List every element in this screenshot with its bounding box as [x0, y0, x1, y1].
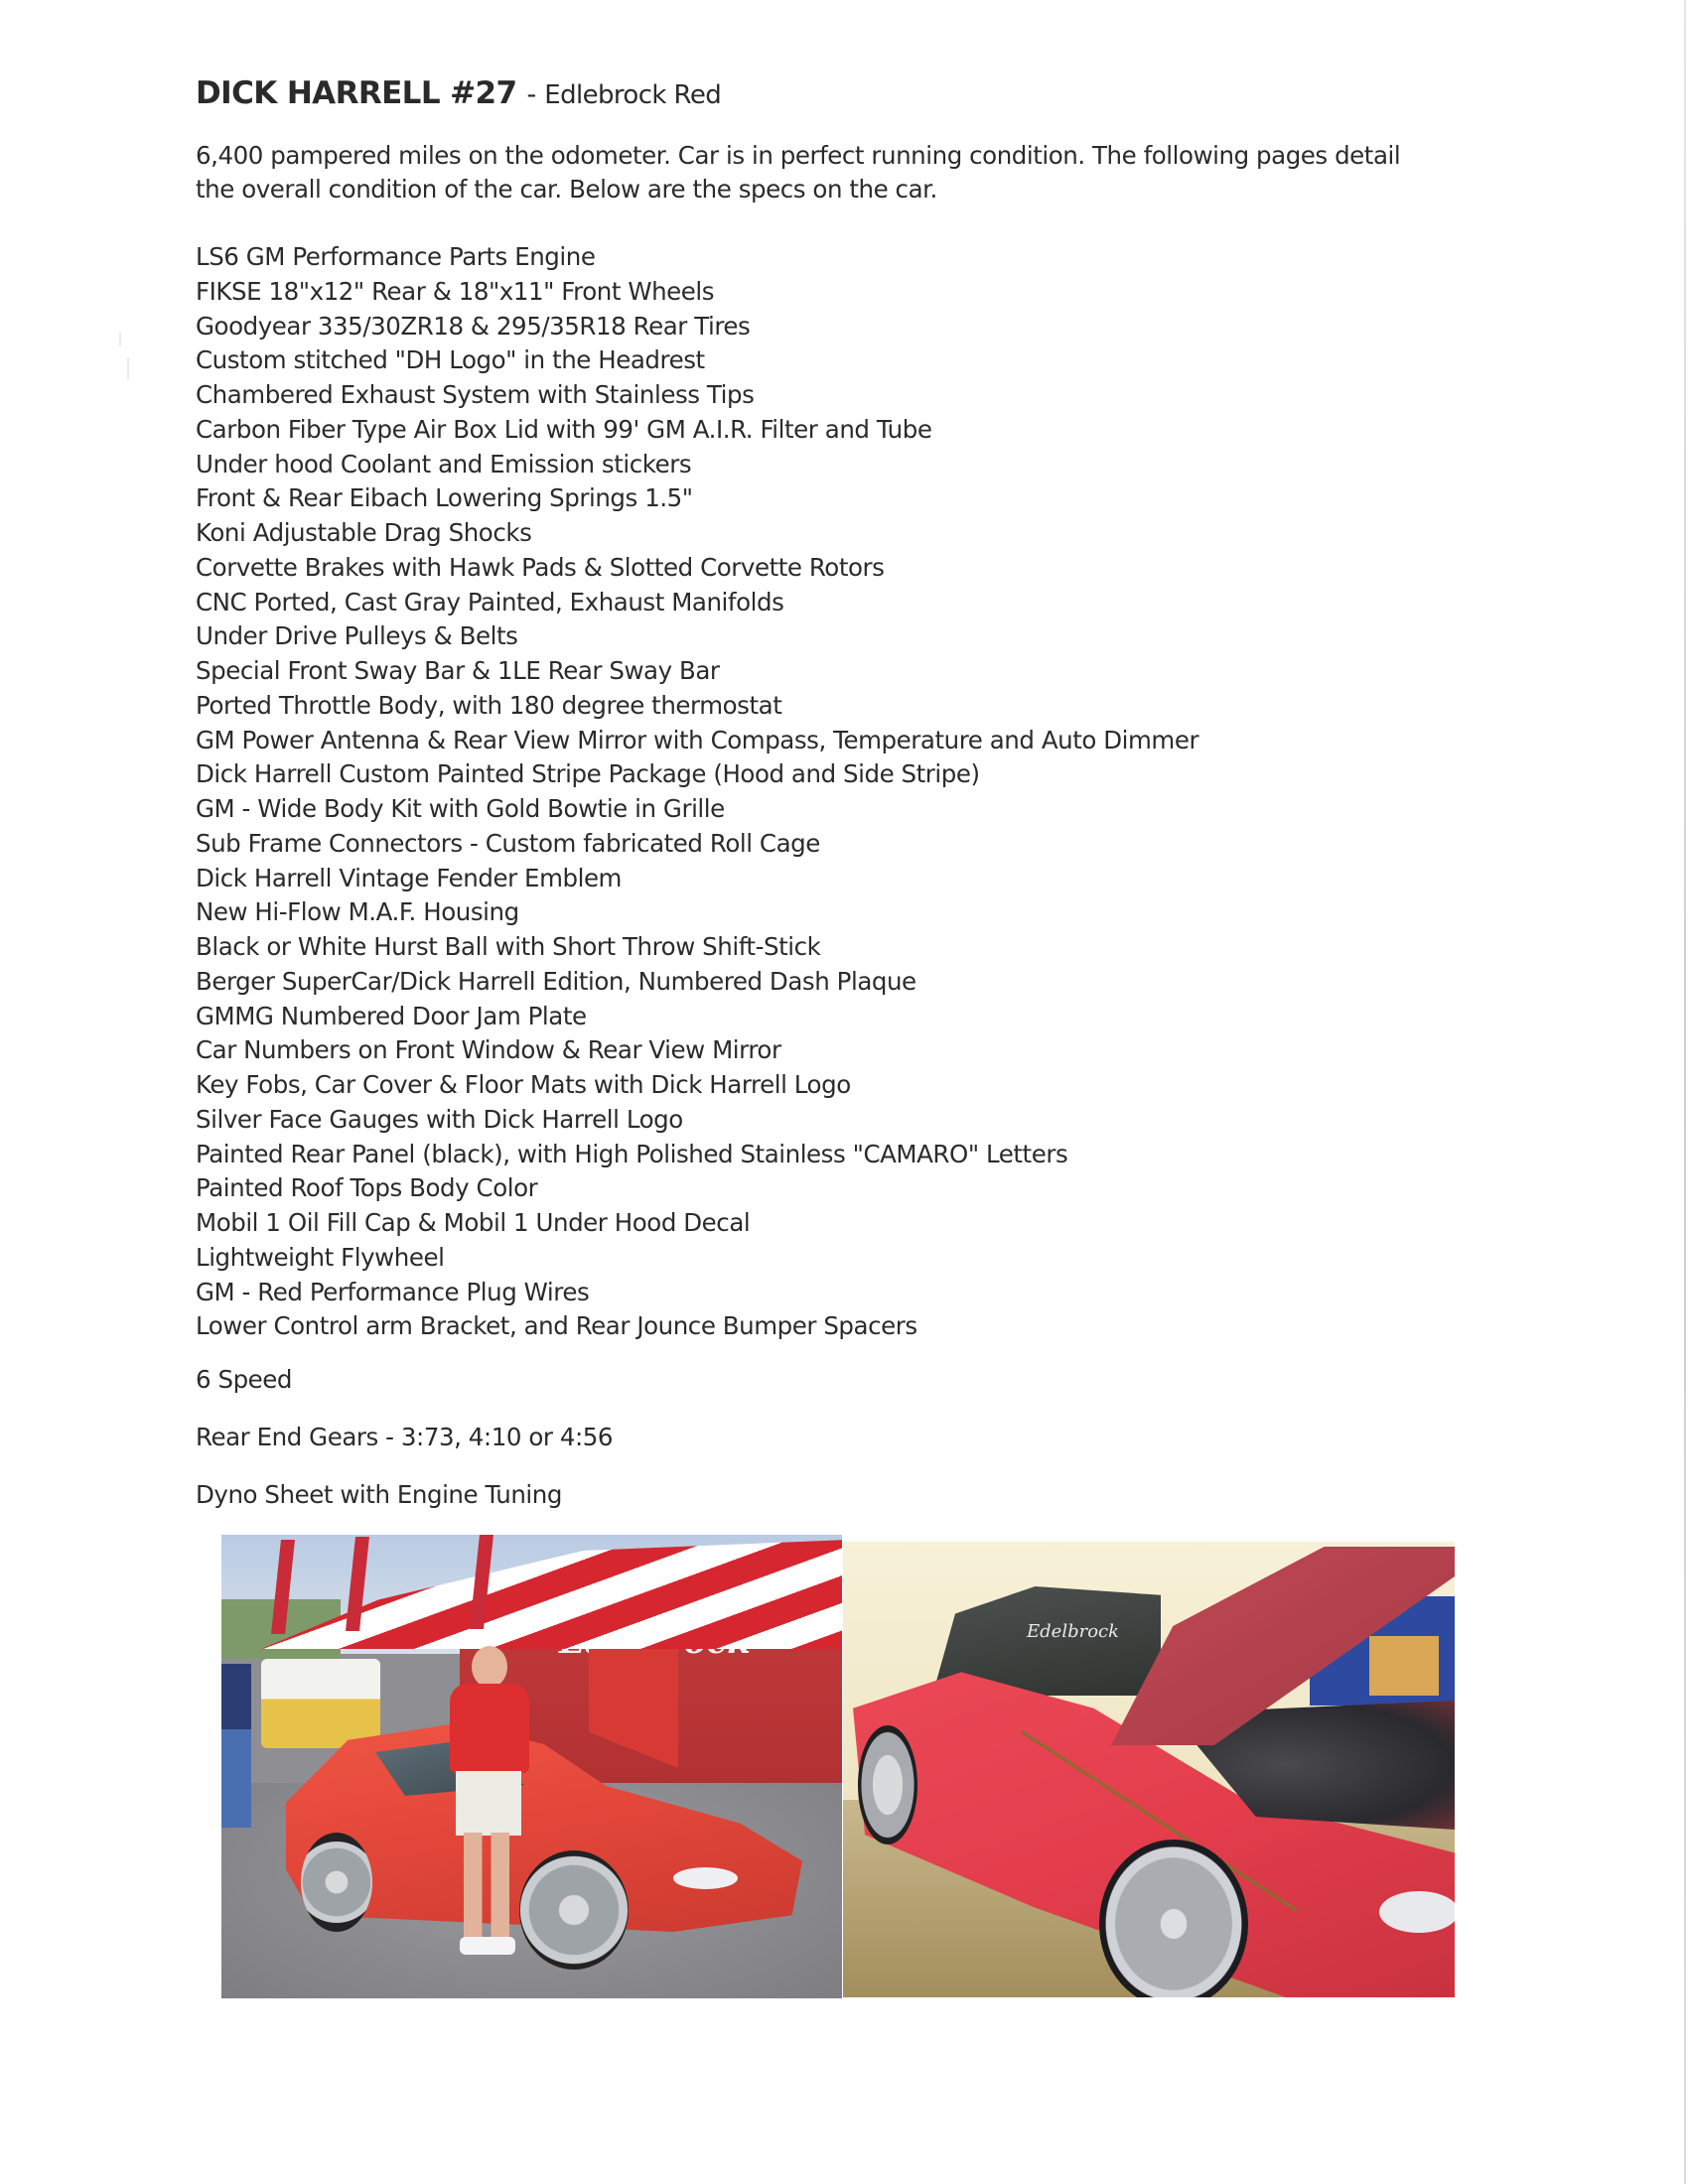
- intro-paragraph: [196, 139, 1506, 206]
- spec-item: Ported Throttle Body, with 180 degree thermostat: [196, 690, 782, 720]
- scan-page-edge: [1684, 0, 1686, 2184]
- spec-item: Key Fobs, Car Cover & Floor Mats with Dick Harrell Logo: [196, 1070, 851, 1099]
- spec-item: Koni Adjustable Drag Shocks: [196, 518, 532, 547]
- scan-speck: [127, 357, 129, 379]
- spec-item: Painted Rear Panel (black), with High Polished Stainless "CAMARO" Letters: [196, 1139, 1068, 1168]
- photo-man-shorts: [456, 1771, 521, 1836]
- spec-item: Corvette Brakes with Hawk Pads & Slotted Corvette Rotors: [196, 552, 885, 582]
- spec-item: CNC Ported, Cast Gray Painted, Exhaust Manifolds: [196, 587, 784, 616]
- spec-item: Lightweight Flywheel: [196, 1242, 445, 1272]
- spec-item: Under hood Coolant and Emission stickers: [196, 449, 692, 478]
- spec-item: GM - Wide Body Kit with Gold Bowtie in Grille: [196, 794, 725, 823]
- spec-item: Painted Roof Tops Body Color: [196, 1173, 538, 1203]
- spec-item: Sub Frame Connectors - Custom fabricated Roll Cage: [196, 828, 820, 858]
- spec-item: Carbon Fiber Type Air Box Lid with 99' GM A.I.R. Filter and Tube: [196, 414, 932, 444]
- spec-item: Black or White Hurst Ball with Short Throw Shift-Stick: [196, 932, 821, 961]
- spec-item: Silver Face Gauges with Dick Harrell Logo: [196, 1104, 683, 1134]
- scan-speck: [119, 333, 121, 346]
- photo-car-headlight: [1379, 1891, 1455, 1933]
- spec-list: [196, 240, 1198, 1344]
- rear-gears-note: Rear End Gears - 3:73, 4:10 or 4:56: [196, 1423, 614, 1451]
- title-separator: -: [526, 79, 537, 110]
- title-main: DICK HARRELL #27: [196, 75, 517, 111]
- photo-man-red-shirt: [450, 1684, 529, 1773]
- spec-item: Goodyear 335/30ZR18 & 295/35R18 Rear Tires: [196, 311, 751, 341]
- photo-rear-wheel: [858, 1725, 917, 1844]
- dyno-note: Dyno Sheet with Engine Tuning: [196, 1480, 562, 1509]
- spec-item: GMMG Numbered Door Jam Plate: [196, 1001, 587, 1030]
- spec-item: Custom stitched "DH Logo" in the Headrest: [196, 345, 705, 375]
- photo-roof-decal: Edelbrock: [1027, 1621, 1120, 1642]
- spec-item: New Hi-Flow M.A.F. Housing: [196, 897, 519, 927]
- spec-item: Front & Rear Eibach Lowering Springs 1.5": [196, 483, 693, 513]
- photo-man-head: [472, 1646, 507, 1688]
- transmission-note: 6 Speed: [196, 1365, 293, 1394]
- spec-item: Mobil 1 Oil Fill Cap & Mobil 1 Under Hood Decal: [196, 1208, 751, 1237]
- spec-item: Chambered Exhaust System with Stainless Tips: [196, 380, 755, 409]
- photo-truck: [261, 1659, 380, 1748]
- document-title: [196, 73, 721, 118]
- intro-line-1: 6,400 pampered miles on the odometer. Car is in perfect running condition. The following pages detail: [196, 141, 1401, 170]
- spec-item: Under Drive Pulleys & Belts: [196, 621, 518, 651]
- spec-item: LS6 GM Performance Parts Engine: [196, 242, 596, 271]
- photo-front-wheel: [519, 1850, 629, 1970]
- spec-item: FIKSE 18"x12" Rear & 18"x11" Front Wheels: [196, 276, 715, 306]
- photo-engine-bay: [843, 1542, 1455, 1997]
- spec-item: GM Power Antenna & Rear View Mirror with Compass, Temperature and Auto Dimmer: [196, 725, 1199, 754]
- photo-owner-with-car: [221, 1535, 842, 1998]
- spec-item: Special Front Sway Bar & 1LE Rear Sway Bar: [196, 656, 720, 685]
- intro-line-2: the overall condition of the car. Below are the specs on the car.: [196, 175, 937, 204]
- photo-front-wheel: [1099, 1840, 1248, 1997]
- spec-item: GM - Red Performance Plug Wires: [196, 1277, 590, 1306]
- title-subtitle: Edlebrock Red: [544, 80, 722, 110]
- photo-banner-sign: [1369, 1636, 1439, 1696]
- photo-bystander: [221, 1664, 251, 1828]
- photo-man-legs: [464, 1833, 509, 1942]
- photo-man-shoes: [460, 1937, 515, 1955]
- spec-item: Lower Control arm Bracket, and Rear Jounce Bumper Spacers: [196, 1311, 917, 1341]
- photo-rear-wheel: [301, 1833, 372, 1932]
- spec-item: Dick Harrell Custom Painted Stripe Package (Hood and Side Stripe): [196, 759, 980, 789]
- spec-item: Car Numbers on Front Window & Rear View Mirror: [196, 1035, 781, 1065]
- photo-car-headlight: [673, 1867, 738, 1889]
- spec-item: Dick Harrell Vintage Fender Emblem: [196, 863, 622, 892]
- spec-item: Berger SuperCar/Dick Harrell Edition, Numbered Dash Plaque: [196, 966, 916, 996]
